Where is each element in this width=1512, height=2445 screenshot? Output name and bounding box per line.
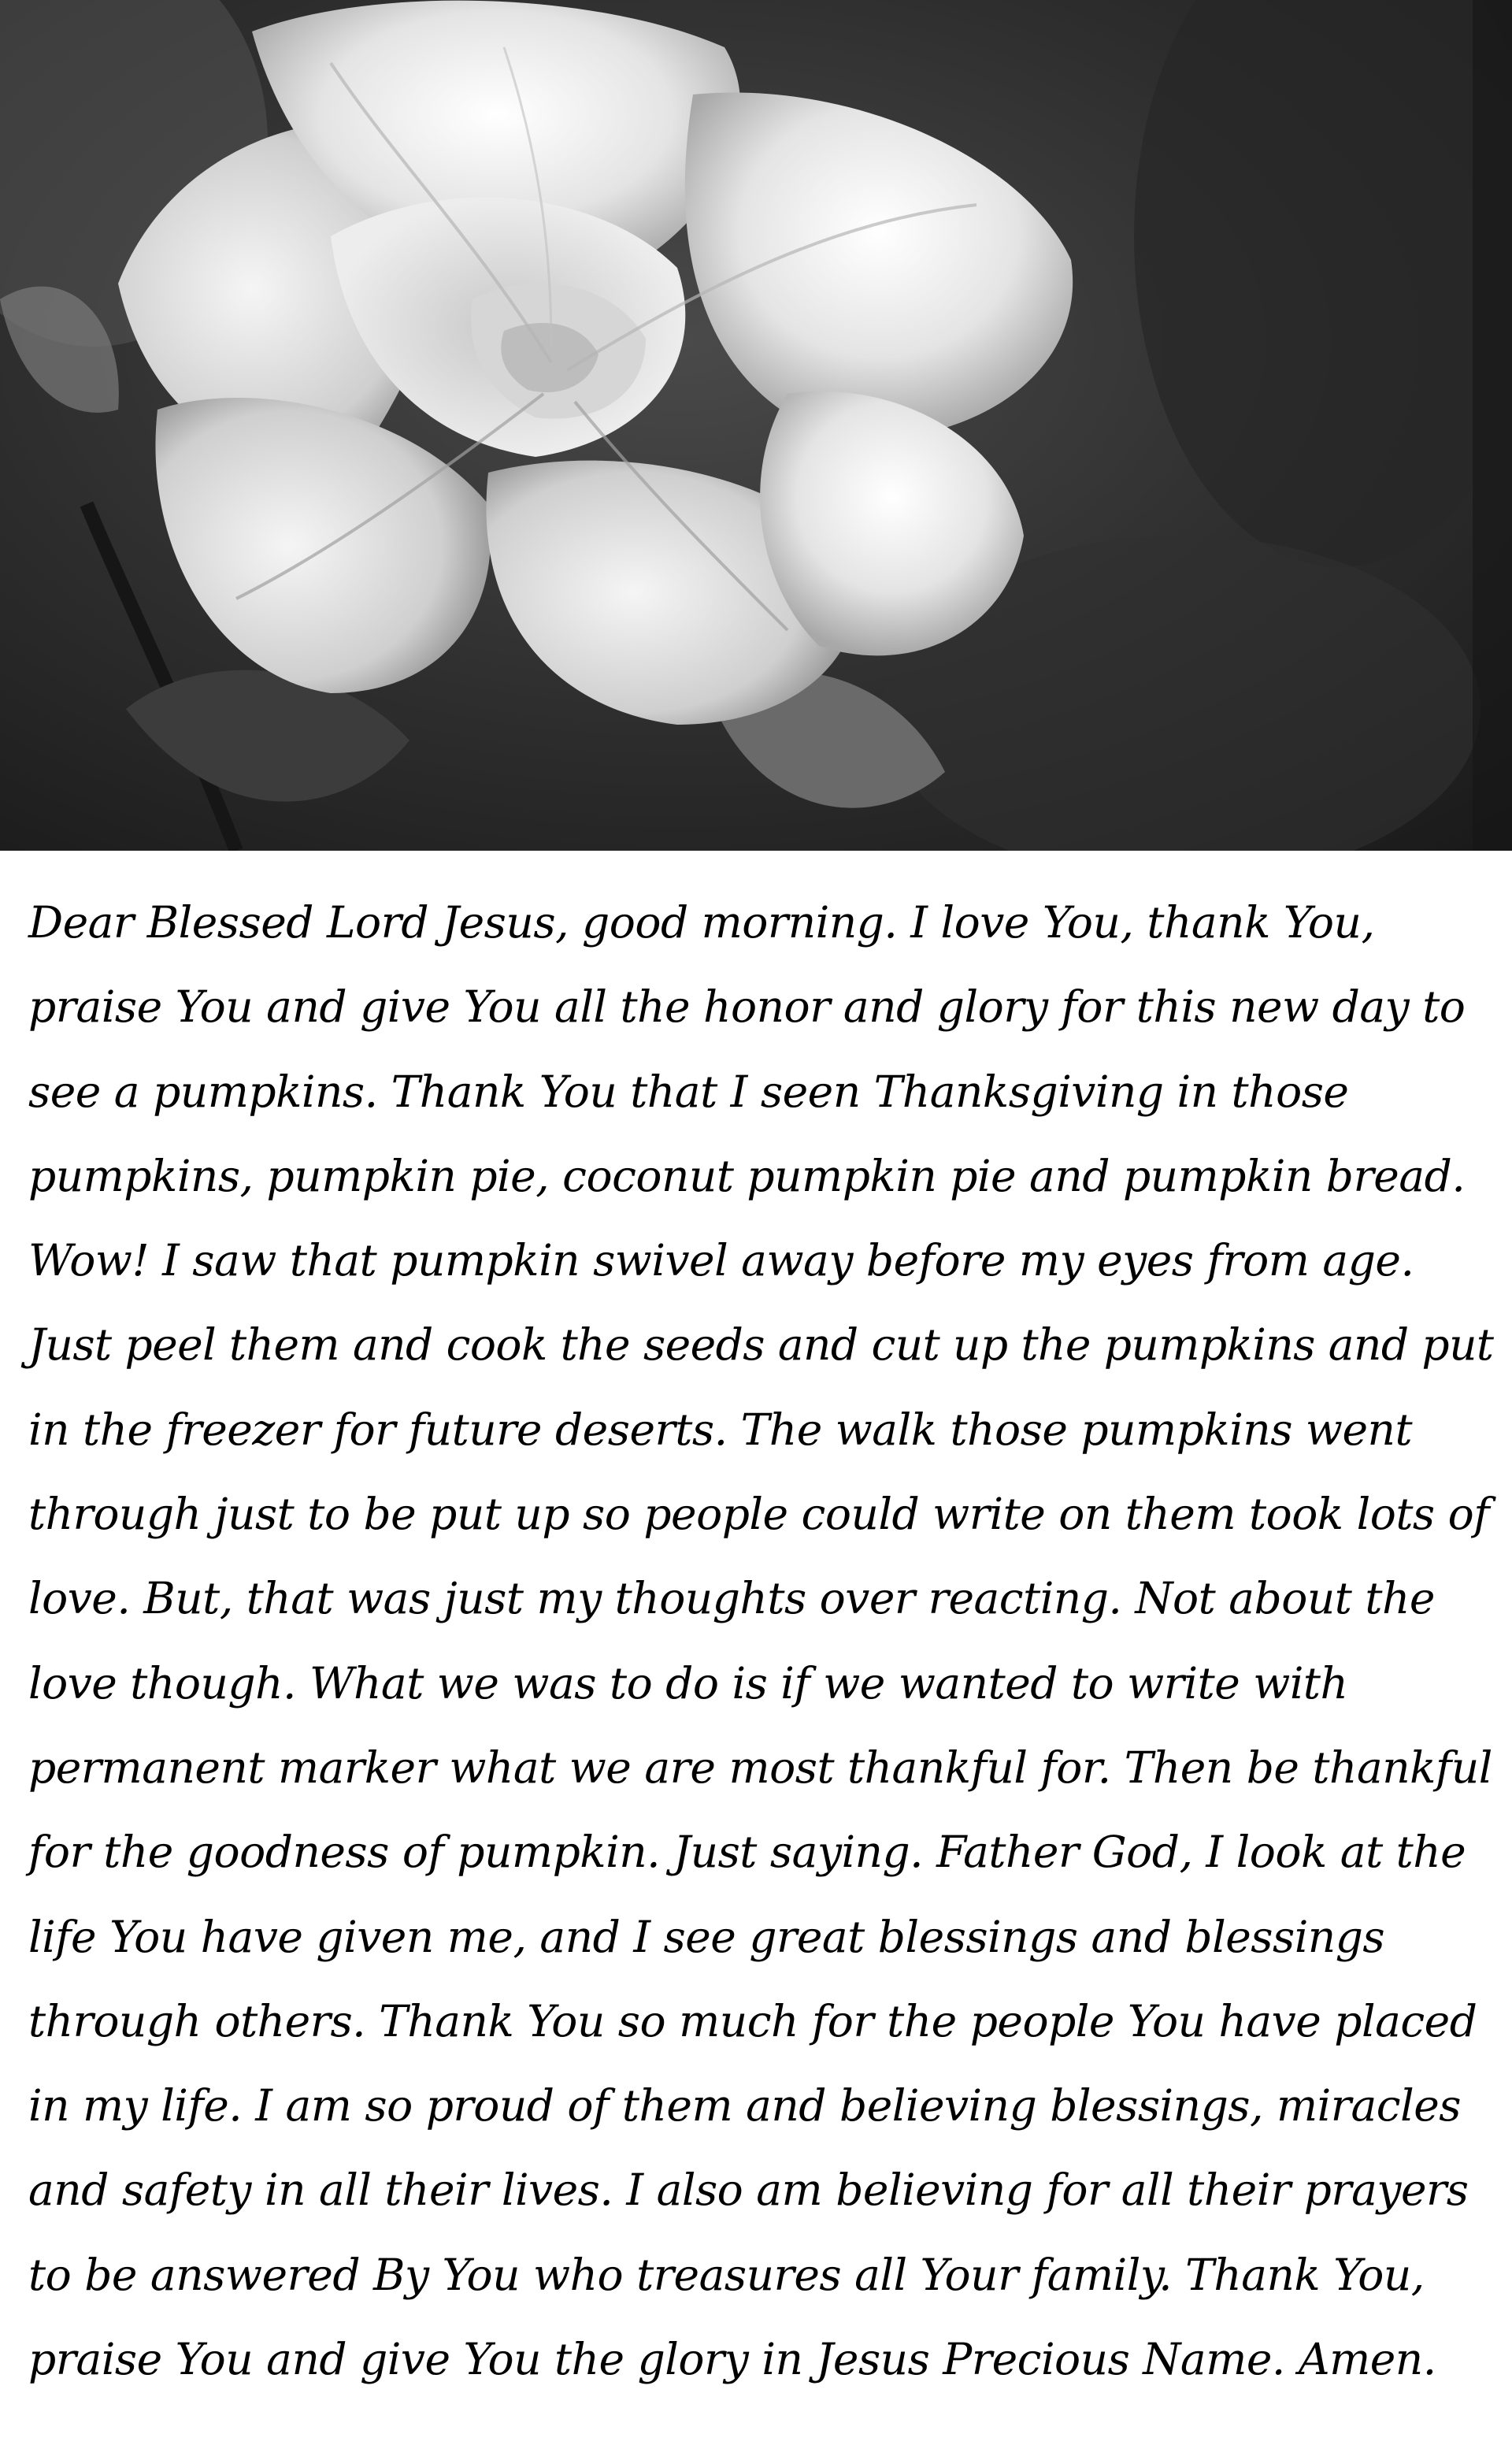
prayer-text: [28, 881, 1493, 2402]
prayer-line: in my life. I am so proud of them and believing blessings, miracles: [28, 2080, 1461, 2131]
prayer-line: for the goodness of pumpkin. Just saying. Father God, I look at the: [28, 1827, 1466, 1878]
prayer-line: and safety in all their lives. I also am believing for all their prayers: [28, 2165, 1469, 2216]
prayer-line: through just to be put up so people could write on them took lots of: [28, 1489, 1490, 1540]
prayer-line: Dear Blessed Lord Jesus, good morning. I love You, thank You,: [28, 897, 1375, 948]
flower-photo: [0, 0, 1512, 851]
white-hibiscus-flower-photo-icon: [0, 0, 1512, 851]
prayer-line: Wow! I saw that pumpkin swivel away before my eyes from age.: [28, 1235, 1414, 1286]
prayer-line: love. But, that was just my thoughts over reacting. Not about the: [28, 1573, 1435, 1624]
prayer-line: pumpkins, pumpkin pie, coconut pumpkin pie and pumpkin bread.: [28, 1150, 1466, 1201]
prayer-line: love though. What we was to do is if we wanted to write with: [28, 1657, 1348, 1709]
prayer-line: to be answered By You who treasures all Your family. Thank You,: [28, 2249, 1425, 2300]
prayer-line: Just peel them and cook the seeds and cut up the pumpkins and put: [28, 1319, 1494, 1371]
prayer-line: see a pumpkins. Thank You that I seen Thanksgiving in those: [28, 1066, 1349, 1117]
prayer-line: in the freezer for future deserts. The walk those pumpkins went: [28, 1404, 1413, 1455]
prayer-line: praise You and give You the glory in Jesus Precious Name. Amen.: [28, 2334, 1436, 2385]
prayer-line: praise You and give You all the honor and glory for this new day to: [28, 981, 1466, 1033]
prayer-line: permanent marker what we are most thankful for. Then be thankful: [28, 1742, 1492, 1793]
prayer-line: life You have given me, and I see great blessings and blessings: [28, 1911, 1385, 1962]
prayer-line: through others. Thank You so much for the people You have placed: [28, 1995, 1477, 2046]
